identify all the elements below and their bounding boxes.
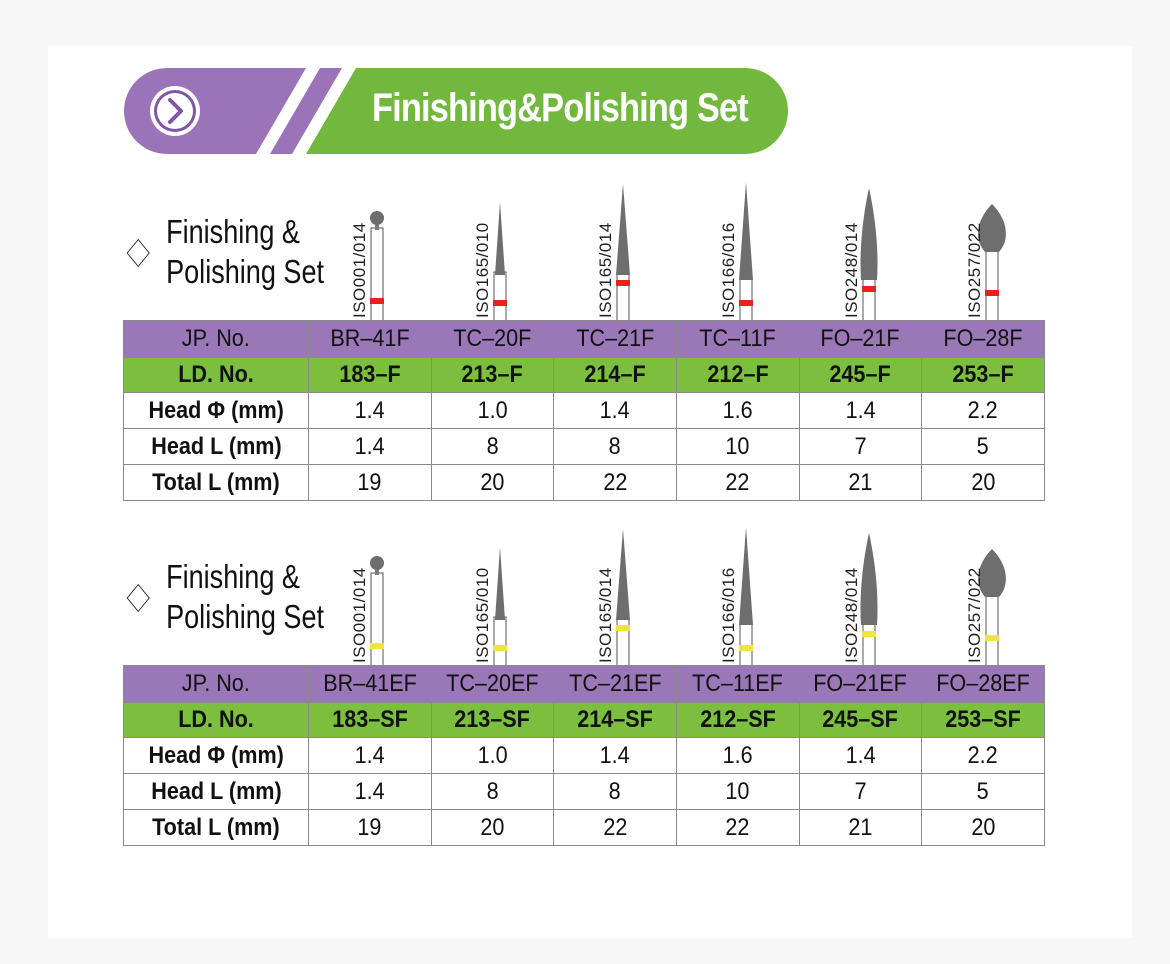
bur-color-band bbox=[862, 631, 876, 637]
set-label-line2: Polishing Set bbox=[166, 598, 325, 635]
table-cell: FO–28F bbox=[922, 321, 1045, 358]
row-header: JP. No. bbox=[124, 666, 309, 703]
table-cell: TC–20EF bbox=[431, 666, 554, 703]
table-cell: 212–SF bbox=[676, 703, 799, 738]
bur-column bbox=[308, 180, 431, 320]
table-cell: 1.4 bbox=[309, 393, 432, 429]
table-cell: 1.4 bbox=[799, 393, 922, 429]
table-cell: 214–SF bbox=[554, 703, 677, 738]
bur-head bbox=[495, 547, 505, 620]
page-title: Finishing&Polishing Set bbox=[372, 86, 748, 130]
table-cell: 10 bbox=[676, 774, 799, 810]
bur-color-band bbox=[370, 643, 384, 649]
row-header: Head L (mm) bbox=[124, 429, 309, 465]
table-cell: FO–21F bbox=[799, 321, 922, 358]
table-cell: 1.4 bbox=[554, 393, 677, 429]
table-cell: 1.4 bbox=[799, 738, 922, 774]
spec-table bbox=[123, 665, 1045, 846]
table-cell: 19 bbox=[309, 810, 432, 846]
row-header: Total L (mm) bbox=[124, 465, 309, 501]
bur-column bbox=[800, 180, 923, 320]
table-cell: 1.6 bbox=[676, 393, 799, 429]
iso-label: ISO165/014 bbox=[596, 567, 615, 663]
table-cell: 1.4 bbox=[309, 429, 432, 465]
table-cell: 213–F bbox=[431, 358, 554, 393]
table-cell: 10 bbox=[676, 429, 799, 465]
set-label-line2: Polishing Set bbox=[166, 253, 325, 290]
bur-head bbox=[616, 529, 630, 620]
table-row bbox=[124, 703, 1045, 738]
table-cell: 8 bbox=[554, 774, 677, 810]
table-cell: 1.4 bbox=[554, 738, 677, 774]
table-cell: 8 bbox=[554, 429, 677, 465]
bur-column bbox=[554, 180, 677, 320]
bur-column bbox=[677, 525, 800, 665]
table-cell: 8 bbox=[431, 774, 554, 810]
iso-label: ISO165/010 bbox=[473, 222, 492, 318]
table-cell: 253–SF bbox=[922, 703, 1045, 738]
table-cell: 22 bbox=[554, 465, 677, 501]
table-row bbox=[124, 358, 1045, 393]
bur-color-band bbox=[739, 645, 753, 651]
table-row bbox=[124, 321, 1045, 358]
table-cell: 1.4 bbox=[309, 738, 432, 774]
bur-head bbox=[616, 184, 630, 275]
table-cell: 183–F bbox=[309, 358, 432, 393]
table-cell: 213–SF bbox=[431, 703, 554, 738]
bur-color-band bbox=[862, 286, 876, 292]
table-cell: 1.0 bbox=[431, 738, 554, 774]
table-cell: 21 bbox=[799, 465, 922, 501]
row-header: JP. No. bbox=[124, 321, 309, 358]
iso-label: ISO248/014 bbox=[842, 567, 861, 663]
table-cell: 214–F bbox=[554, 358, 677, 393]
bur-column bbox=[431, 180, 554, 320]
bur-color-band bbox=[739, 300, 753, 306]
iso-label: ISO001/014 bbox=[350, 222, 369, 318]
row-header: LD. No. bbox=[124, 358, 309, 393]
spec-table bbox=[123, 320, 1045, 501]
table-cell: 20 bbox=[922, 465, 1045, 501]
table-cell: 1.0 bbox=[431, 393, 554, 429]
table-cell: 245–F bbox=[799, 358, 922, 393]
table-cell: 22 bbox=[676, 810, 799, 846]
bur-shank bbox=[986, 250, 998, 320]
bur-head bbox=[739, 527, 753, 625]
bur-color-band bbox=[370, 298, 384, 304]
iso-label: ISO248/014 bbox=[842, 222, 861, 318]
bur-column bbox=[923, 525, 1046, 665]
bur-head bbox=[860, 533, 877, 625]
iso-label: ISO166/016 bbox=[719, 222, 738, 318]
set-label-line1: Finishing & bbox=[166, 558, 300, 595]
table-cell: 2.2 bbox=[922, 738, 1045, 774]
table-cell: 1.6 bbox=[676, 738, 799, 774]
row-header: Head Φ (mm) bbox=[124, 393, 309, 429]
bur-shank bbox=[494, 272, 506, 320]
bur-color-band bbox=[616, 625, 630, 631]
bur-head bbox=[370, 556, 384, 570]
bur-shank bbox=[494, 617, 506, 665]
iso-label: ISO165/014 bbox=[596, 222, 615, 318]
bur-color-band bbox=[493, 300, 507, 306]
table-row bbox=[124, 393, 1045, 429]
bur-head bbox=[495, 202, 505, 275]
table-row bbox=[124, 774, 1045, 810]
table-cell: 183–SF bbox=[309, 703, 432, 738]
table-cell: 5 bbox=[922, 429, 1045, 465]
set-label-line1: Finishing & bbox=[166, 213, 300, 250]
bur-head bbox=[860, 188, 877, 280]
table-cell: 253–F bbox=[922, 358, 1045, 393]
bur-head bbox=[370, 211, 384, 225]
table-cell: 22 bbox=[676, 465, 799, 501]
table-cell: TC–11EF bbox=[676, 666, 799, 703]
table-cell: BR–41F bbox=[309, 321, 432, 358]
iso-label: ISO257/022 bbox=[965, 222, 984, 318]
table-row bbox=[124, 738, 1045, 774]
chevron-right-icon bbox=[145, 81, 205, 141]
bur-column bbox=[431, 525, 554, 665]
table-cell: 2.2 bbox=[922, 393, 1045, 429]
table-cell: 20 bbox=[922, 810, 1045, 846]
table-cell: 7 bbox=[799, 774, 922, 810]
table-cell: TC–11F bbox=[676, 321, 799, 358]
table-row bbox=[124, 666, 1045, 703]
row-header: Total L (mm) bbox=[124, 810, 309, 846]
bur-shank bbox=[617, 617, 629, 665]
table-cell: 20 bbox=[431, 810, 554, 846]
table-cell: BR–41EF bbox=[309, 666, 432, 703]
table-cell: 1.4 bbox=[309, 774, 432, 810]
bur-color-band bbox=[985, 290, 999, 296]
bur-column bbox=[677, 180, 800, 320]
table-cell: 8 bbox=[431, 429, 554, 465]
row-header: Head Φ (mm) bbox=[124, 738, 309, 774]
iso-label: ISO257/022 bbox=[965, 567, 984, 663]
bur-shank bbox=[371, 573, 383, 665]
bur-column bbox=[554, 525, 677, 665]
table-cell: 7 bbox=[799, 429, 922, 465]
bur-column bbox=[800, 525, 923, 665]
bur-column bbox=[923, 180, 1046, 320]
bur-shank bbox=[617, 272, 629, 320]
table-cell: 245–SF bbox=[799, 703, 922, 738]
table-cell: 19 bbox=[309, 465, 432, 501]
table-cell: 22 bbox=[554, 810, 677, 846]
iso-label: ISO165/010 bbox=[473, 567, 492, 663]
bur-color-band bbox=[985, 635, 999, 641]
table-cell: TC–21F bbox=[554, 321, 677, 358]
iso-label: ISO001/014 bbox=[350, 567, 369, 663]
table-row bbox=[124, 429, 1045, 465]
row-header: LD. No. bbox=[124, 703, 309, 738]
table-row bbox=[124, 810, 1045, 846]
table-cell: TC–21EF bbox=[554, 666, 677, 703]
row-header: Head L (mm) bbox=[124, 774, 309, 810]
table-cell: TC–20F bbox=[431, 321, 554, 358]
bur-shank bbox=[986, 595, 998, 665]
table-cell: FO–21EF bbox=[799, 666, 922, 703]
table-cell: 5 bbox=[922, 774, 1045, 810]
table-row bbox=[124, 465, 1045, 501]
bur-shank bbox=[371, 228, 383, 320]
bur-column bbox=[308, 525, 431, 665]
table-cell: FO–28EF bbox=[922, 666, 1045, 703]
bur-color-band bbox=[616, 280, 630, 286]
bur-head bbox=[739, 182, 753, 280]
table-cell: 212–F bbox=[676, 358, 799, 393]
table-cell: 20 bbox=[431, 465, 554, 501]
table-cell: 21 bbox=[799, 810, 922, 846]
iso-label: ISO166/016 bbox=[719, 567, 738, 663]
bur-color-band bbox=[493, 645, 507, 651]
